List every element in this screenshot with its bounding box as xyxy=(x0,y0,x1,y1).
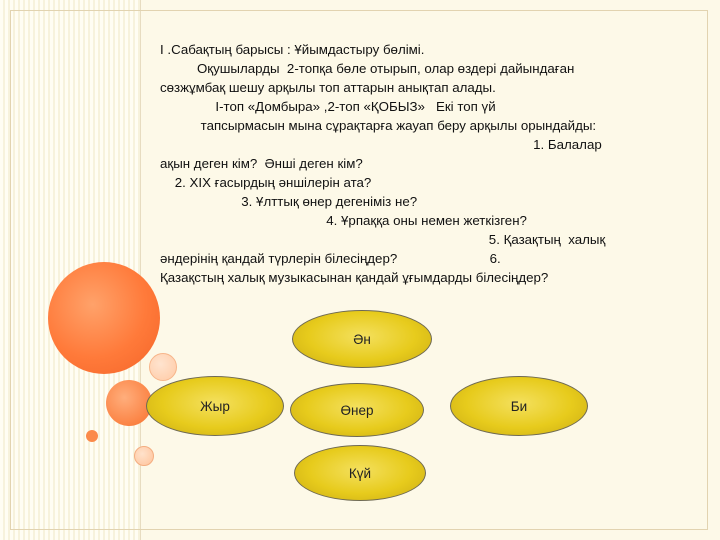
ellipse-label-jyr: Жыр xyxy=(200,398,230,414)
ellipse-bi xyxy=(450,376,588,436)
decorative-circle-medium xyxy=(106,380,152,426)
decorative-circle-small xyxy=(134,446,154,466)
ellipse-jyr xyxy=(146,376,284,436)
text-line: 5. Қазақтың халық xyxy=(160,232,606,247)
decorative-circle-tiny xyxy=(86,430,98,442)
text-line: I-топ «Домбыра» ,2-топ «ҚОБЫЗ» Екі топ үй xyxy=(160,99,496,114)
text-line: Қазақстың халық музыкасынан қандай ұғымдарды білесіңдер? xyxy=(160,270,549,285)
decorative-circle-small xyxy=(149,353,177,381)
ellipse-label-kui: Күй xyxy=(348,465,372,481)
text-line: тапсырмасын мына сұрақтарға жауап беру арқылы орындайды: xyxy=(160,118,597,133)
ellipse-oner xyxy=(290,383,424,437)
ellipse-label-bi: Би xyxy=(510,398,528,414)
text-line: 1. Балалар xyxy=(160,137,602,152)
text-line: сөзжұмбақ шешу арқылы топ аттарын анықтап алады. xyxy=(160,80,496,95)
text-line: 4. Ұрпаққа оны немен жеткізген? xyxy=(160,213,527,228)
text-line: 3. Ұлттық өнер дегеніміз не? xyxy=(160,194,418,209)
ellipse-label-an: Ән xyxy=(353,331,371,347)
text-line: әндерінің қандай түрлерін білесіңдер? 6. xyxy=(160,251,501,266)
ellipse-an xyxy=(292,310,432,368)
text-line: I .Сабақтың барысы : Ұйымдастыру бөлімі. xyxy=(160,42,425,57)
lesson-text xyxy=(160,40,700,287)
ellipse-label-oner: Өнер xyxy=(340,402,374,418)
text-line: 2. XIX ғасырдың әншілерін ата? xyxy=(160,175,372,190)
text-line: ақын деген кім? Әнші деген кім? xyxy=(160,156,363,171)
decorative-circle-large xyxy=(48,262,160,374)
text-line: Оқушыларды 2-топқа бөле отырып, олар өздері дайындаған xyxy=(160,61,575,76)
ellipse-kui xyxy=(294,445,426,501)
